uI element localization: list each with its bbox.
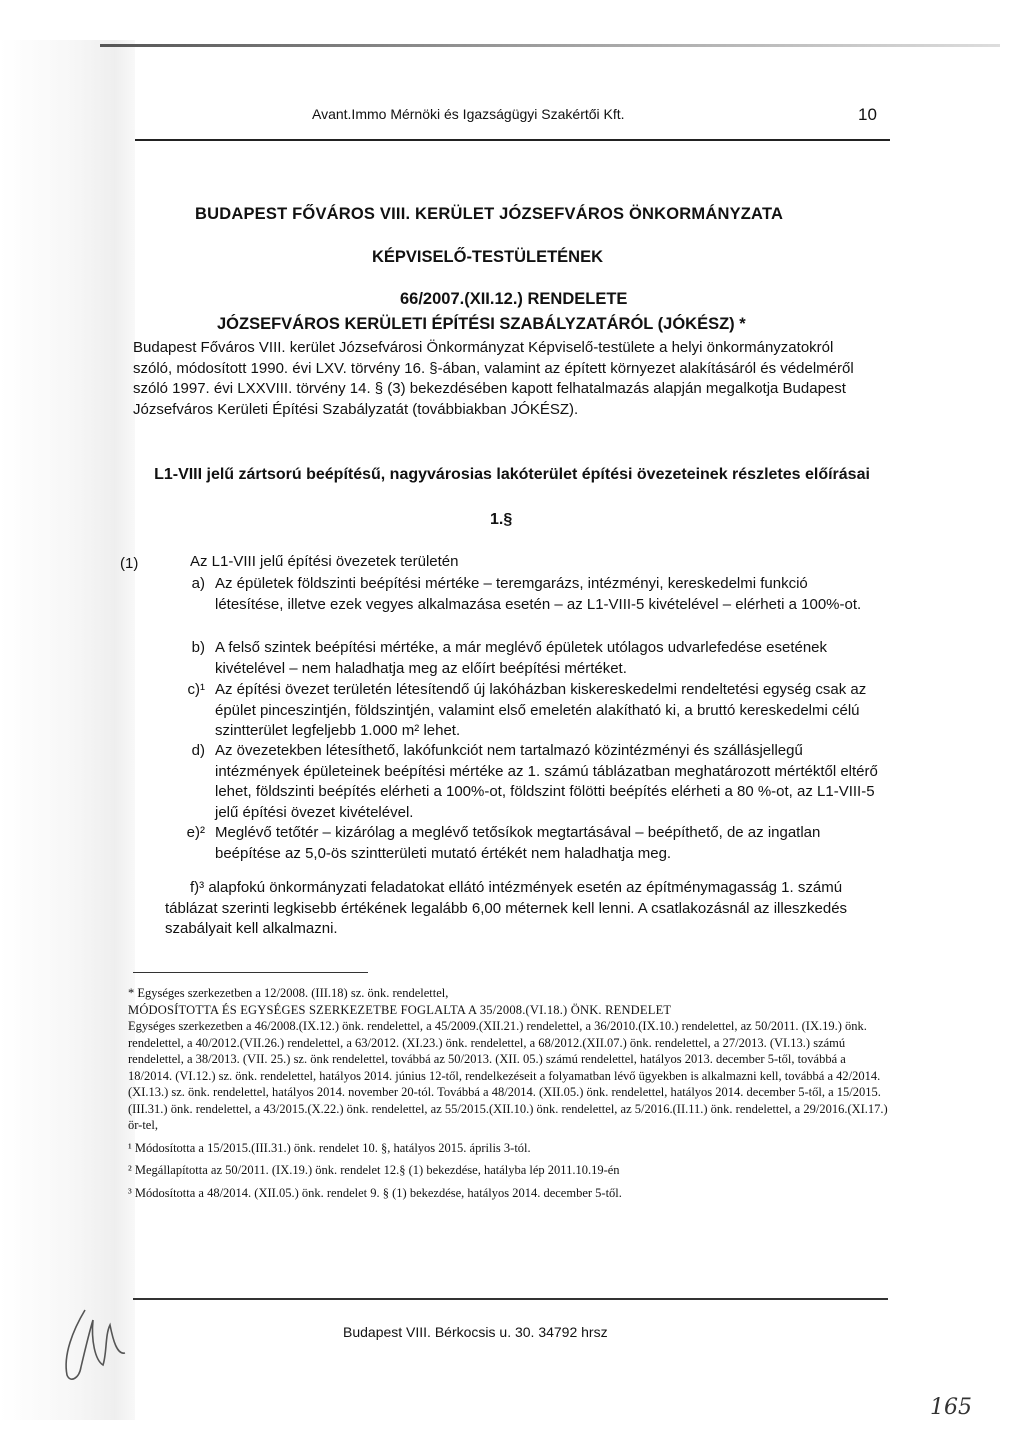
item-b-label: b)	[191, 639, 205, 656]
page-number: 10	[858, 105, 877, 124]
footnotes	[128, 985, 888, 1201]
item-c-text: Az építési övezet területén létesítendő új lakóházban kiskereskedelmi rendeltetési egység csak az épület pinceszintjén, földszintjén, valamint első emeletén alakítható ki, a bruttó kereskedelmi célú szintterület legfeljebb 1.000 m² lehet.	[215, 681, 867, 739]
footer-divider	[133, 1298, 888, 1300]
footnote-star-caps: MÓDOSÍTOTTA ÉS EGYSÉGES SZERKEZETBE FOGLALTA A 35/2008.(VI.18.) ÖNK. RENDELET	[128, 1002, 672, 1017]
section-title: L1-VIII jelű zártsorú beépítésű, nagyvárosias lakóterület építési övezeteinek részletes előírásai	[154, 466, 870, 483]
footnote-3: ³ Módosította a 48/2014. (XII.05.) önk. rendelet 9. § (1) bekezdése, hatályos 2014. december 5-től.	[128, 1185, 622, 1200]
section-number: 1.§	[490, 511, 513, 528]
item-c-label: c)¹	[187, 681, 205, 698]
handwritten-page-number: 165	[930, 1395, 972, 1420]
footer-address: Budapest VIII. Bérkocsis u. 30. 34792 hrsz	[343, 1324, 608, 1340]
item-a-text: Az épületek földszinti beépítési mértéke – teremgarázs, intézményi, kereskedelmi funkció létesítése, illetve ezek vegyes alkalmazása esetén – az L1-VIII-5 kivételével – elérheti a 100%-ot.	[215, 575, 862, 613]
item-d-label: d)	[191, 742, 205, 759]
paragraph-number: (1)	[120, 555, 139, 572]
header-company: Avant.Immo Mérnöki és Igazságügyi Szakértői Kft.	[312, 106, 625, 122]
item-f-text: alapfokú önkormányzati feladatokat ellátó intézmények esetén az építménymagasság 1. számú táblázat szerinti legkisebb értékének legalább 6,00 méternek kell lenni. A csatlakozásnál az illeszkedés szabályait kell alkalmazni.	[165, 879, 848, 937]
intro-paragraph: Budapest Főváros VIII. kerület Józsefvárosi Önkormányzat Képviselő-testülete a helyi önkormányzatokról szóló, módosított 1990. évi LXV. törvény 16. §-ában, valamint az épített környezet alakításáról és védelméről szóló 1997. évi LXXVIII. törvény 14. § (3) bekezdésében kapott felhatalmazás alapján megalkotja Budapest Józsefváros Kerületi Építési Szabályzatát (továbbiakban JÓKÉSZ).	[133, 339, 854, 418]
title-line-1: BUDAPEST FŐVÁROS VIII. KERÜLET JÓZSEFVÁROS ÖNKORMÁNYZATA	[195, 205, 784, 223]
footnote-2: ² Megállapította az 50/2011. (IX.19.) önk. rendelet 12.§ (1) bekezdése, hatályba lép 2011.10.19-én	[128, 1163, 620, 1177]
item-e-label: e)²	[186, 824, 205, 841]
item-a-label: a)	[191, 575, 205, 592]
footnote-star: * Egységes szerkezetben a 12/2008. (III.18) sz. önk. rendelettel,	[128, 986, 449, 1000]
item-f	[165, 878, 877, 940]
paragraph-lead: Az L1-VIII jelű építési övezetek területén	[190, 553, 459, 570]
item-e-text: Meglévő tetőtér – kizárólag a meglévő tetősíkok megtartásával – beépíthető, de az ingatlan beépítése az 5,0-ös szintterületi mutató értékét nem haladhatja meg.	[215, 824, 821, 862]
title-line-3: 66/2007.(XII.12.) RENDELETE	[400, 290, 628, 308]
header-divider	[135, 139, 890, 141]
footnote-star-list: Egységes szerkezetben a 46/2008.(IX.12.) önk. rendelettel, a 45/2009.(XII.21.) rendelettel, a 36/2010.(IX.10.) rendelettel, az 50/2011. (IX.19.) önk. rendelettel, a 40/2012.(VII.26.) rendelettel, a 63/2012. (XI.23.) önk. rendelettel, a 68/2012.(XII.07.) önk. rendelettel, a 27/2013. (VI.13.) számú rendelettel, a 38/2013. (VII. 25.) sz. önk rendelettel, továbbá az 50/2013. (XII. 05.) számú rendelettel, hatályos 2013. december 5-től, továbbá a 18/2014. (VI.12.) sz. önk. rendelettel, hatályos 2014. június 12-től, rendelkezéseit a folyamatban lévő ügyekben is alkalmazni kell, továbbá a 42/2014. (XI.13.) sz. önk. rendelettel, hatályos 2014. november 20-tól. Továbbá a 48/2014. (XII.05.) önk. rendelettel, hatályos 2014. december 5-től, a 15/2015.(III.31.) önk. rendelettel, a 43/2015.(X.22.) önk. rendelettel, az 55/2015.(XII.10.) önk. rendelettel, az 5/2016.(II.11.) önk. rendelettel, a 29/2016.(XI.17.) ör-tel,	[128, 1019, 888, 1132]
title-line-2: KÉPVISELŐ-TESTÜLETÉNEK	[372, 248, 604, 266]
handwritten-signature	[55, 1305, 140, 1385]
footnote-1: ¹ Módosította a 15/2015.(III.31.) önk. rendelet 10. §, hatályos 2015. április 3-tól.	[128, 1140, 531, 1155]
item-f-label: f)³	[190, 879, 205, 896]
item-d-text: Az övezetekben létesíthető, lakófunkciót nem tartalmazó közintézményi és szállásjellegű intézmények épületeinek beépítési mértéke az 1. számú táblázatban meghatározott mértéktől eltérő lehet, földszinti beépítés elérheti a 100%-ot, földszint fölötti beépítés elérheti a 80 %-ot, az L1-VIII-5 jelű építési övezet kivételével.	[215, 742, 878, 821]
title-line-4: JÓZSEFVÁROS KERÜLETI ÉPÍTÉSI SZABÁLYZATÁRÓL (JÓKÉSZ) *	[217, 315, 746, 333]
item-b-text: A felső szintek beépítési mértéke, a már meglévő épületek utólagos udvarlefedése esetének kivételével – nem haladhatja meg az előírt beépítési mértéket.	[215, 639, 828, 677]
footnote-divider	[133, 972, 368, 973]
